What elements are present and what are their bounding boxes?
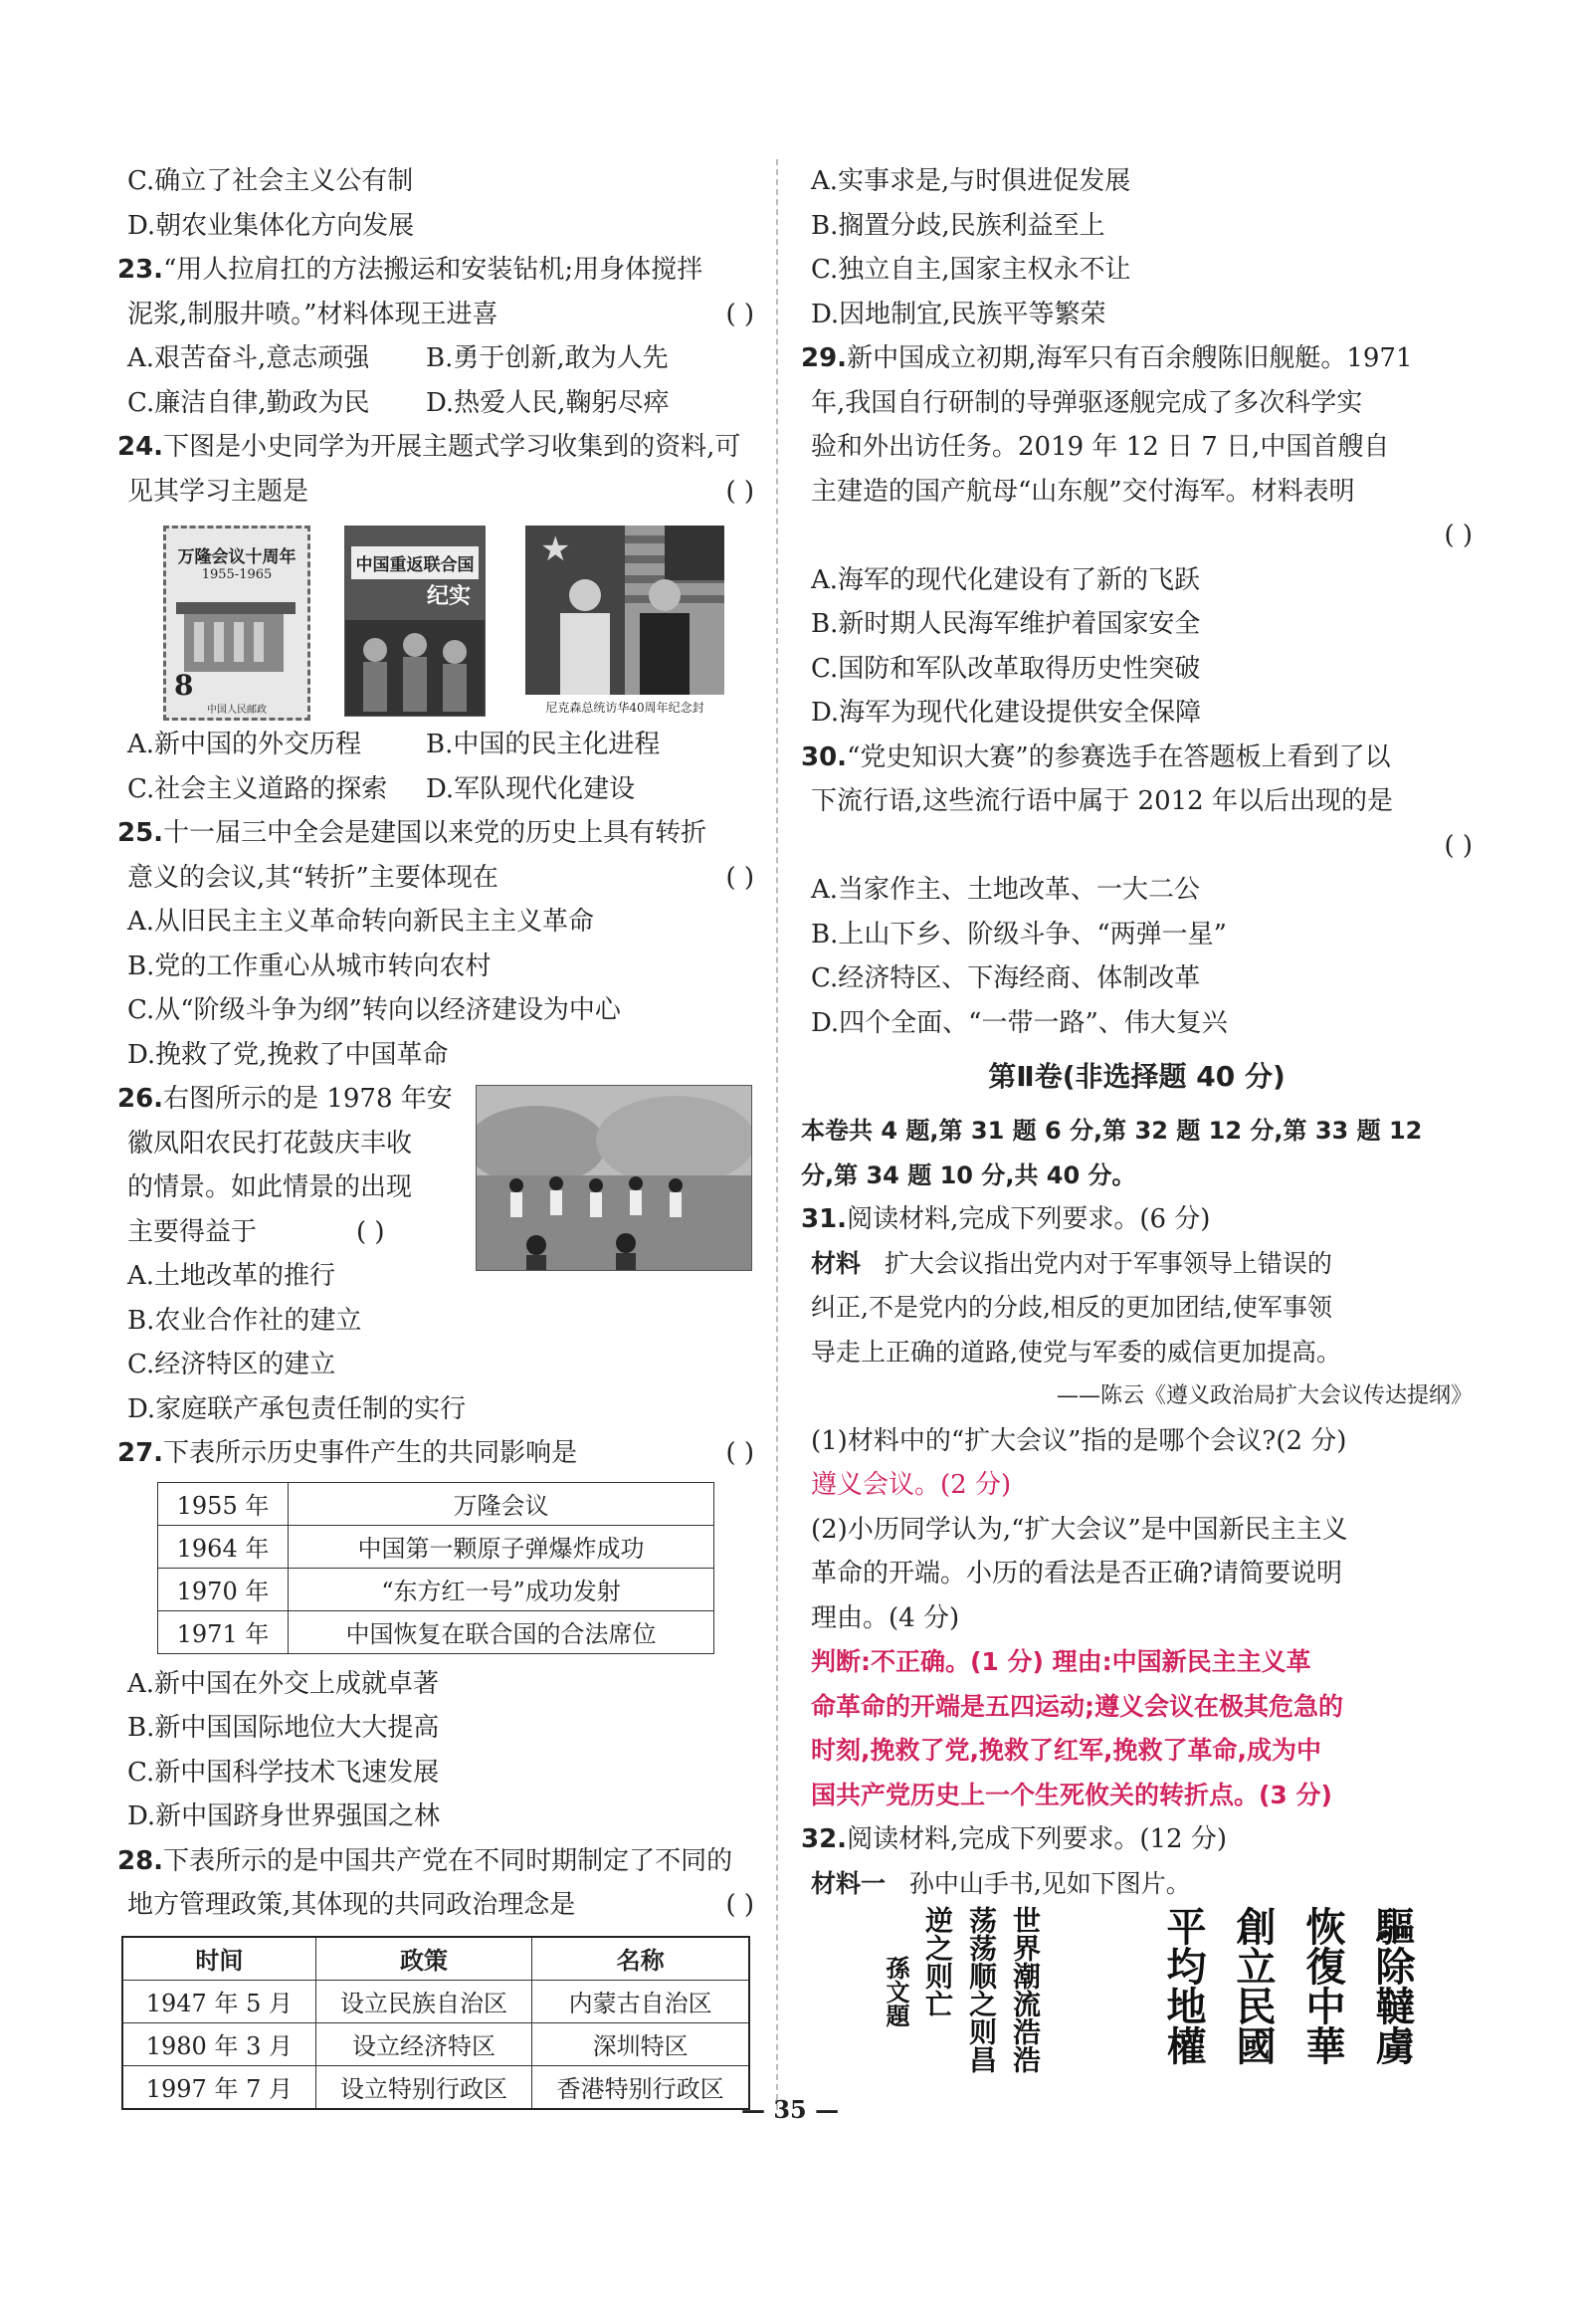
calligraphy-column: 荡荡顺之则昌 [965,1906,998,2073]
question-text: 十一届三中全会是建国以来党的历史上具有转折 [163,818,707,848]
sub-question-2: (2)小历同学认为,“扩大会议”是中国新民主主义 [811,1514,1348,1545]
q28-option-b: B.搁置分歧,民族利益至上 [811,210,1105,241]
question-27 [117,1431,754,1839]
stamp-years: 1955-1965 [201,567,273,582]
book-subtitle: 纪实 [426,583,471,609]
material-text: 纠正,不是党内的分歧,相反的更加团结,使军事领 [811,1293,1332,1322]
question-24 [117,425,754,811]
question-number: 32. [801,1824,848,1854]
table-cell: 中国第一颗原子弹爆炸成功 [289,1525,714,1568]
q28-option-a: A.实事求是,与时俱进促发展 [811,166,1131,196]
option-d: D.家庭联产承包责任制的实行 [127,1393,467,1424]
table-cell: 1997 年 7 月 [122,2065,315,2109]
option-b: B.新时期人民海军维护着国家安全 [811,609,1201,639]
nixon-visit-image [525,526,724,715]
question-text: 新中国成立初期,海军只有百余艘陈旧舰艇。1971 [847,343,1413,373]
question-text: 下流行语,这些流行语中属于 2012 年以后出现的是 [811,786,1393,816]
option-d: D.四个全面、“一带一路”、伟大复兴 [811,1007,1228,1038]
question-text: 下图是小史同学为开展主题式学习收集到的资料,可 [163,432,741,462]
material-label: 材料一 [811,1868,887,1898]
table-row [158,1482,714,1525]
option-c: C.经济特区的建立 [127,1350,336,1379]
svg-text:★: ★ [540,529,571,569]
section-title: 第Ⅱ卷(非选择题 40 分) [988,1060,1286,1093]
question-text: 主建造的国产航母“山东舰”交付海军。材料表明 [811,476,1355,507]
option-d: D.热爱人民,鞠躬尽瘁 [426,387,670,418]
option-b: B.新中国国际地位大大提高 [127,1713,440,1743]
answer-2: 判断:不正确。(1 分) 理由:中国新民主主义革 [811,1647,1311,1676]
table-cell: 中国恢复在联合国的合法席位 [289,1610,714,1653]
table-cell: 1947 年 5 月 [122,1980,315,2022]
sub-question-2: 理由。(4 分) [811,1602,960,1633]
book-cover-image [344,526,486,717]
table-header: 政策 [315,1937,532,1981]
option-c: C.从“阶级斗争为纲”转向以经济建设为中心 [127,995,621,1025]
answer-2: 命革命的开端是五四运动;遵义会议在极其危急的 [811,1691,1343,1721]
question-text: 的情景。如此情景的出现 [127,1172,413,1202]
table-cell: 设立经济特区 [315,2022,532,2065]
option-d: D.挽救了党,挽救了中国革命 [127,1039,449,1070]
material-text: 导走上正确的道路,使党与军委的威信更加提高。 [811,1337,1341,1367]
table-cell: “东方红一号”成功发射 [289,1568,714,1610]
crowd-illustration [345,610,485,717]
option-d: D.海军为现代化建设提供安全保障 [811,698,1202,728]
answer-paren: ( ) [1444,830,1473,861]
option-a: A.从旧民主主义革命转向新民主主义革命 [127,907,595,937]
calligraphy-left-group [881,1906,1042,2073]
material-label: 材料 [811,1248,862,1278]
question-number: 28. [117,1845,164,1876]
option-b: B.中国的民主化进程 [426,730,661,759]
question-number: 29. [801,343,848,373]
option-a: A.新中国在外交上成就卓著 [127,1668,440,1699]
calligraphy-column: 逆之则亡 [921,1906,954,2017]
column-divider [776,159,779,2110]
q28-option-c: C.独立自主,国家主权永不让 [811,255,1131,285]
calligraphy-column: 世界潮流浩浩 [1009,1906,1042,2073]
flags-handshake-illustration [525,526,724,695]
question-text: “党史知识大赛”的参赛选手在答题板上看到了以 [847,741,1391,772]
option-a: A.新中国的外交历程 [127,730,362,759]
q22-option-d: D.朝农业集体化方向发展 [127,210,415,241]
option-a: A.艰苦奋斗,意志顽强 [127,343,370,373]
calligraphy-column: 恢復中華 [1299,1906,1346,2065]
page-number: — 35 — [741,2095,840,2124]
question-23 [117,248,754,425]
option-c: C.经济特区、下海经商、体制改革 [811,963,1201,993]
right-column [801,159,1473,2075]
question-text: 下表所示历史事件产生的共同影响是 [163,1438,578,1468]
table-cell: 内蒙古自治区 [532,1980,749,2022]
question-text: 徽凤阳农民打花鼓庆丰收 [127,1128,413,1159]
question-text: 意义的会议,其“转折”主要体现在 [127,862,498,893]
q28-option-d: D.因地制宜,民族平等繁荣 [811,299,1106,329]
option-c: C.国防和军队改革取得历史性突破 [811,653,1201,684]
question-text: “用人拉肩扛的方法搬运和安装钻机;用身体搅拌 [163,255,703,285]
option-a: A.当家作主、土地改革、一大二公 [811,875,1201,905]
question-text: 主要得益于 [127,1216,258,1247]
option-a: A.土地改革的推行 [127,1261,336,1291]
option-a: A.海军的现代化建设有了新的飞跃 [811,564,1201,595]
material-source: ——陈云《遵义政治局扩大会议传达提纲》 [1056,1383,1473,1408]
table-header: 时间 [122,1937,315,1981]
calligraphy-column: 創立民國 [1230,1906,1277,2065]
stamp-image [163,526,310,721]
option-b: B.勇于创新,敢为人先 [426,343,669,373]
question-30 [801,736,1473,1046]
table-cell: 万隆会议 [289,1482,714,1525]
table-cell: 香港特别行政区 [532,2065,749,2109]
question-number: 23. [117,255,164,285]
table-cell: 1955 年 [158,1482,289,1525]
table-cell: 1980 年 3 月 [122,2022,315,2065]
calligraphy-column: 驅除韃虜 [1369,1906,1416,2065]
table-cell: 1970 年 [158,1568,289,1610]
q22-option-c: C.确立了社会主义公有制 [127,166,414,196]
nixon-caption: 尼克森总统访华40周年纪念封 [545,701,704,715]
answer-paren: ( ) [725,1890,754,1920]
option-c: C.廉洁自律,勤政为民 [127,387,370,418]
option-b: B.党的工作重心从城市转向农村 [127,951,492,981]
answer-2: 时刻,挽救了党,挽救了红军,挽救了革命,成为中 [811,1736,1321,1765]
policy-table [121,1936,750,2110]
stamp-value: 8 [174,669,194,702]
table-cell: 深圳特区 [532,2022,749,2065]
table-cell: 设立特别行政区 [315,2065,532,2109]
answer-paren: ( ) [725,1438,754,1468]
answer-paren: ( ) [725,862,754,893]
question-31 [801,1197,1473,1817]
table-cell: 设立民族自治区 [315,1980,532,2022]
section-description: 分,第 34 题 10 分,共 40 分。 [801,1161,1136,1189]
option-d: D.军队现代化建设 [426,773,636,804]
events-table [157,1482,714,1654]
sun-yatsen-calligraphy [801,1906,1473,2075]
question-text: 下表所示的是中国共产党在不同时期制定了不同的 [163,1845,733,1876]
material-text: 孙中山手书,见如下图片。 [908,1868,1191,1898]
table-cell: 1971 年 [158,1610,289,1653]
answer-paren: ( ) [725,476,754,507]
calligraphy-right-group [1159,1906,1416,2065]
question-text: 地方管理政策,其体现的共同政治理念是 [127,1890,576,1920]
answer-paren: ( ) [356,1216,385,1247]
question-text: 泥浆,制服井喷。”材料体现王进喜 [127,299,498,329]
table-header: 名称 [532,1937,749,1981]
sub-question-2: 革命的开端。小历的看法是否正确?请简要说明 [811,1559,1342,1588]
answer-2: 国共产党历史上一个生死攸关的转折点。(3 分) [811,1780,1332,1809]
question-text: 见其学习主题是 [127,476,309,507]
material-text: 扩大会议指出党内对于军事领导上错误的 [884,1248,1332,1278]
answer-paren: ( ) [1444,521,1473,550]
stamp-title: 万隆会议十周年 [177,547,297,567]
sub-question-1: (1)材料中的“扩大会议”指的是哪个会议?(2 分) [811,1425,1347,1456]
left-column [117,159,754,2110]
question-32 [801,1817,1473,2075]
question-number: 30. [801,741,848,772]
table-row [122,1980,749,2022]
question-number: 31. [801,1204,848,1234]
question-number: 26. [117,1084,164,1114]
question-text: 右图所示的是 1978 年安 [163,1084,453,1114]
answer-paren: ( ) [725,299,754,329]
question-26 [117,1077,754,1431]
table-row [158,1525,714,1568]
question-25 [117,811,754,1077]
calligraphy-signature: 孫文題 [882,1956,910,2027]
table-cell: 1964 年 [158,1525,289,1568]
calligraphy-column: 平均地權 [1160,1906,1207,2065]
table-row [122,2022,749,2065]
table-header-row [122,1937,749,1981]
option-b: B.上山下乡、阶级斗争、“两弹一星” [811,919,1227,950]
option-b: B.农业合作社的建立 [127,1305,362,1336]
question-text: 年,我国自行研制的导弹驱逐舰完成了多次科学实 [811,387,1363,418]
option-c: C.新中国科学技术飞速发展 [127,1757,440,1788]
question-text: 阅读材料,完成下列要求。(12 分) [847,1824,1227,1854]
table-row [158,1568,714,1610]
question-28 [117,1839,754,2110]
table-row [158,1610,714,1653]
stamp-footer: 中国人民邮政 [207,705,267,716]
question-number: 24. [117,432,164,462]
question-number: 27. [117,1438,164,1468]
question-number: 25. [117,818,164,848]
option-c: C.社会主义道路的探索 [127,773,388,804]
question-text: 验和外出访任务。2019 年 12 日 7 日,中国首艘自 [811,432,1390,462]
book-title: 中国重返联合国 [351,546,479,579]
option-d: D.新中国跻身世界强国之林 [127,1801,441,1831]
table-row [122,2065,749,2109]
question-29 [801,336,1473,736]
question-text: 阅读材料,完成下列要求。(6 分) [847,1204,1211,1234]
answer-1: 遵义会议。(2 分) [811,1470,1012,1500]
q24-images [117,514,754,723]
section-description: 本卷共 4 题,第 31 题 6 分,第 32 题 12 分,第 33 题 12 [801,1117,1423,1145]
